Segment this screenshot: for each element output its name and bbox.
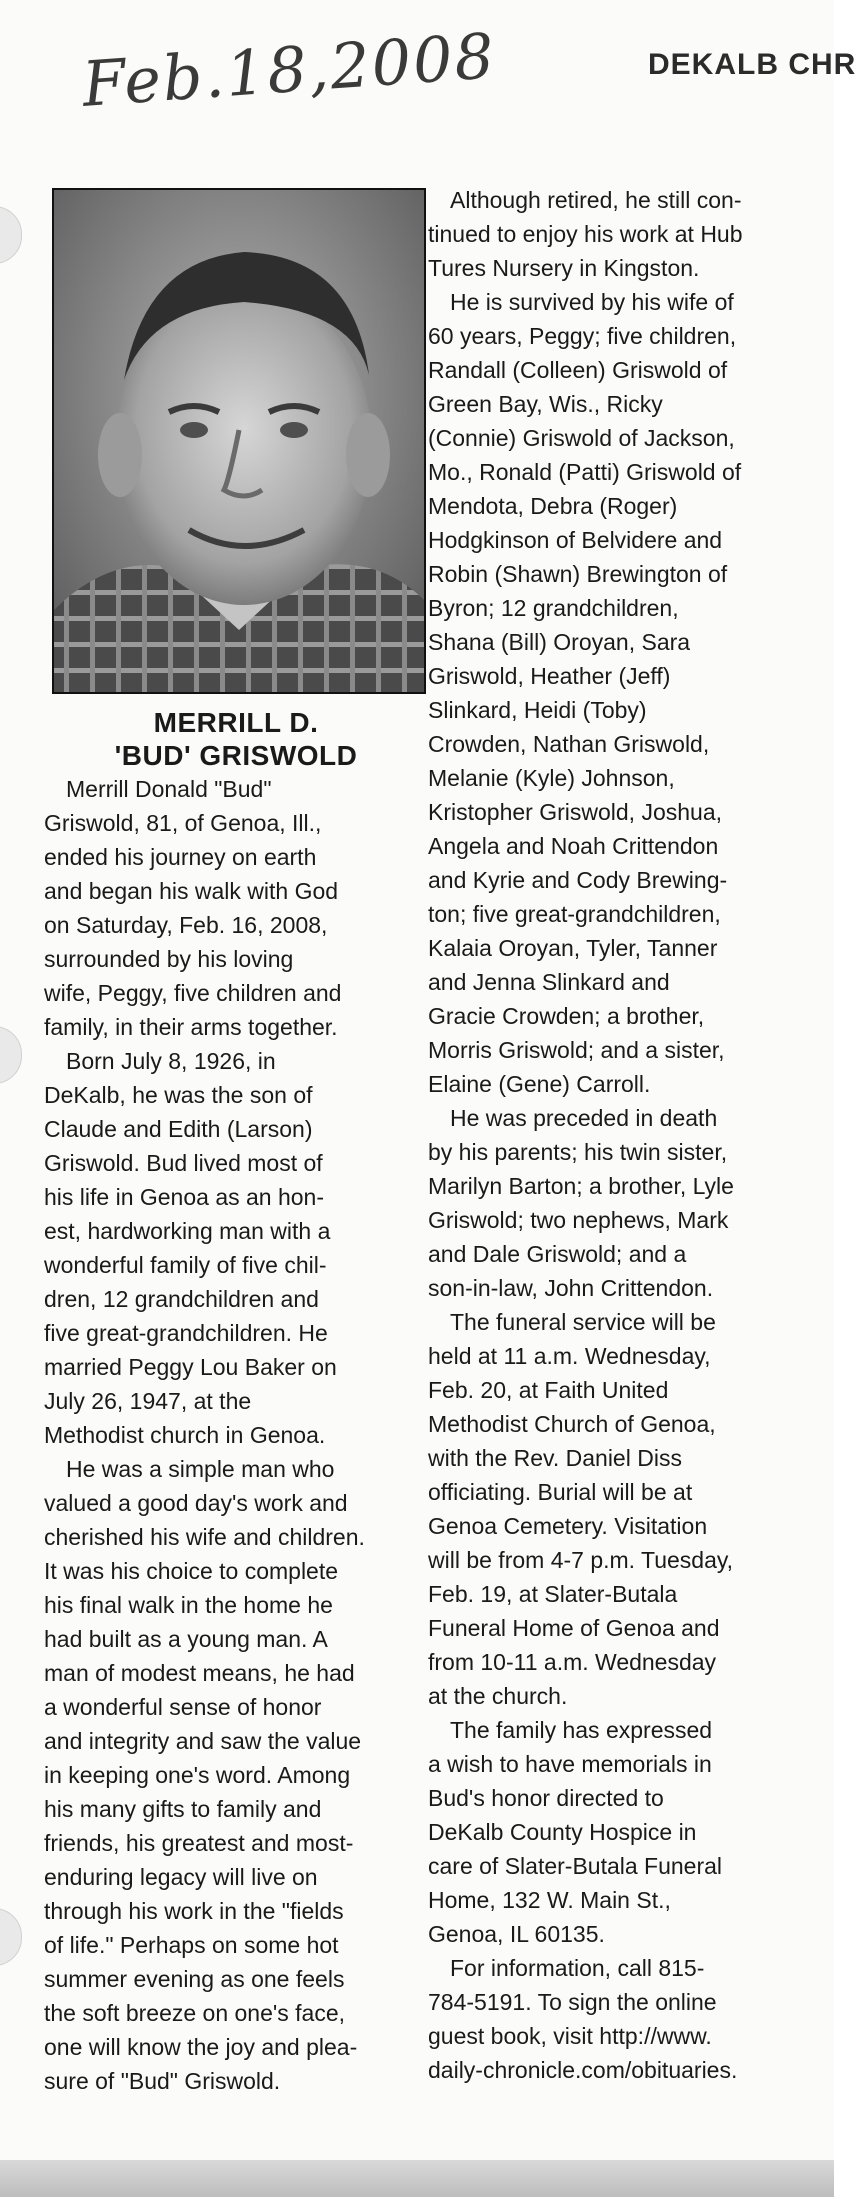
obituary-text-line: friends, his greatest and most- <box>44 1830 354 1856</box>
obituary-text-line: The funeral service will be <box>450 1309 716 1335</box>
obituary-text-line: through his work in the "fields <box>44 1898 344 1924</box>
scan-bottom-edge <box>0 2160 834 2197</box>
obituary-text-line: Methodist Church of Genoa, <box>428 1411 716 1437</box>
obituary-text-line: Griswold, 81, of Genoa, Ill., <box>44 810 322 836</box>
obituary-text-line: had built as a young man. A <box>44 1626 328 1652</box>
obituary-text-line: guest book, visit http://www. <box>428 2023 712 2049</box>
obituary-text-line: Melanie (Kyle) Johnson, <box>428 765 675 791</box>
obituary-text-line: family, in their arms together. <box>44 1014 338 1040</box>
obituary-text-line: married Peggy Lou Baker on <box>44 1354 337 1380</box>
obituary-text-line: summer evening as one feels <box>44 1966 345 1992</box>
obituary-text-line: tinued to enjoy his work at Hub <box>428 221 743 247</box>
obituary-text-line: by his parents; his twin sister, <box>428 1139 728 1165</box>
obituary-text-line: The family has expressed <box>450 1717 713 1743</box>
obituary-text-line: Byron; 12 grandchildren, <box>428 595 679 621</box>
obituary-text-line: Merrill Donald "Bud" <box>66 776 272 802</box>
obituary-text-line: It was his choice to complete <box>44 1558 339 1584</box>
obituary-text-line: ton; five great-grandchildren, <box>428 901 721 927</box>
obituary-text-line: 784-5191. To sign the online <box>428 1989 717 2015</box>
portrait-photo <box>52 188 426 694</box>
obituary-text-line: Tures Nursery in Kingston. <box>428 255 700 281</box>
name-line-2: 'BUD' GRISWOLD <box>114 740 358 771</box>
obituary-text-line: five great-grandchildren. He <box>44 1320 328 1346</box>
obituary-text-line: DeKalb County Hospice in <box>428 1819 697 1845</box>
obituary-text-line: on Saturday, Feb. 16, 2008, <box>44 912 328 938</box>
obituary-text-line: Born July 8, 1926, in <box>66 1048 276 1074</box>
obituary-text-line: He was a simple man who <box>66 1456 335 1482</box>
obituary-text-line: and Jenna Slinkard and <box>428 969 670 995</box>
obituary-text-line: man of modest means, he had <box>44 1660 355 1686</box>
obituary-text-line: Gracie Crowden; a brother, <box>428 1003 705 1029</box>
obituary-text-line: Feb. 19, at Slater-Butala <box>428 1581 678 1607</box>
obituary-text-line: with the Rev. Daniel Diss <box>428 1445 682 1471</box>
obituary-text-line: son-in-law, John Crittendon. <box>428 1275 714 1301</box>
obituary-text-line: Robin (Shawn) Brewington of <box>428 561 728 587</box>
obituary-text-line: surrounded by his loving <box>44 946 294 972</box>
obituary-text-line: Funeral Home of Genoa and <box>428 1615 720 1641</box>
deceased-name-heading <box>46 706 426 772</box>
obituary-text-line: Genoa Cemetery. Visitation <box>428 1513 708 1539</box>
obituary-text-line: Angela and Noah Crittendon <box>428 833 719 859</box>
obituary-text-line: ended his journey on earth <box>44 844 317 870</box>
obituary-text-line: Elaine (Gene) Carroll. <box>428 1071 651 1097</box>
obituary-text-line: For information, call 815- <box>450 1955 705 1981</box>
obituary-text-line: a wish to have memorials in <box>428 1751 712 1777</box>
obituary-text-line: Hodgkinson of Belvidere and <box>428 527 723 553</box>
obituary-text-line: wonderful family of five chil- <box>44 1252 327 1278</box>
obituary-text-line: Crowden, Nathan Griswold, <box>428 731 710 757</box>
obituary-text-line: and Dale Griswold; and a <box>428 1241 687 1267</box>
obituary-text-line: will be from 4-7 p.m. Tuesday, <box>428 1547 734 1573</box>
handwritten-date: Feb.18,2008 <box>80 19 499 121</box>
obituary-text-line: Griswold, Heather (Jeff) <box>428 663 671 689</box>
obituary-text-line: Genoa, IL 60135. <box>428 1921 605 1947</box>
obituary-text-line: held at 11 a.m. Wednesday, <box>428 1343 711 1369</box>
portrait-photo-icon <box>54 190 424 692</box>
obituary-text-line: at the church. <box>428 1683 568 1709</box>
obituary-text-line: the soft breeze on one's face, <box>44 2000 346 2026</box>
obituary-text-line: Mo., Ronald (Patti) Griswold of <box>428 459 742 485</box>
obituary-text-line: daily-chronicle.com/obituaries. <box>428 2057 738 2083</box>
name-line-1: MERRILL D. <box>153 707 319 738</box>
obituary-text-line: DeKalb, he was the son of <box>44 1082 313 1108</box>
obituary-text-line: Randall (Colleen) Griswold of <box>428 357 728 383</box>
obituary-text-line: He was preceded in death <box>450 1105 718 1131</box>
obituary-text-line: Bud's honor directed to <box>428 1785 664 1811</box>
obituary-text-line: officiating. Burial will be at <box>428 1479 693 1505</box>
obituary-text-line: Claude and Edith (Larson) <box>44 1116 313 1142</box>
obituary-text-line: Kalaia Oroyan, Tyler, Tanner <box>428 935 718 961</box>
obituary-text-line: from 10-11 a.m. Wednesday <box>428 1649 717 1675</box>
obituary-text-line: his final walk in the home he <box>44 1592 333 1618</box>
obituary-right-column <box>428 183 828 2087</box>
obituary-text-line: He is survived by his wife of <box>450 289 734 315</box>
obituary-text-line: Shana (Bill) Oroyan, Sara <box>428 629 691 655</box>
obituary-text-line: Feb. 20, at Faith United <box>428 1377 669 1403</box>
obituary-text-line: Marilyn Barton; a brother, Lyle <box>428 1173 734 1199</box>
obituary-text-line: and Kyrie and Cody Brewing- <box>428 867 728 893</box>
obituary-text-line: est, hardworking man with a <box>44 1218 331 1244</box>
obituary-text-line: care of Slater-Butala Funeral <box>428 1853 723 1879</box>
obituary-text-line: July 26, 1947, at the <box>44 1388 252 1414</box>
obituary-text-line: Morris Griswold; and a sister, <box>428 1037 725 1063</box>
obituary-text-line: Methodist church in Genoa. <box>44 1422 326 1448</box>
obituary-text-line: Green Bay, Wis., Ricky <box>428 391 663 417</box>
obituary-text-line: of life." Perhaps on some hot <box>44 1932 339 1958</box>
obituary-text-line: Griswold. Bud lived most of <box>44 1150 323 1176</box>
newspaper-masthead: DEKALB CHR <box>648 48 856 81</box>
obituary-text-line: Mendota, Debra (Roger) <box>428 493 678 519</box>
obituary-text-line: a wonderful sense of honor <box>44 1694 322 1720</box>
obituary-text-line: his many gifts to family and <box>44 1796 322 1822</box>
obituary-text-line: Although retired, he still con- <box>450 187 742 213</box>
obituary-text-line: Griswold; two nephews, Mark <box>428 1207 729 1233</box>
obituary-text-line: and began his walk with God <box>44 878 339 904</box>
obituary-text-line: enduring legacy will live on <box>44 1864 318 1890</box>
obituary-text-line: dren, 12 grandchildren and <box>44 1286 319 1312</box>
obituary-text-line: cherished his wife and children. <box>44 1524 365 1550</box>
obituary-text-line: Kristopher Griswold, Joshua, <box>428 799 723 825</box>
obituary-text-line: his life in Genoa as an hon- <box>44 1184 325 1210</box>
obituary-text-line: 60 years, Peggy; five children, <box>428 323 737 349</box>
obituary-text-line: wife, Peggy, five children and <box>44 980 342 1006</box>
obituary-text-line: one will know the joy and plea- <box>44 2034 358 2060</box>
obituary-left-column <box>44 772 434 2098</box>
obituary-text-line: (Connie) Griswold of Jackson, <box>428 425 735 451</box>
obituary-text-line: and integrity and saw the value <box>44 1728 362 1754</box>
obituary-text-line: valued a good day's work and <box>44 1490 348 1516</box>
obituary-text-line: Slinkard, Heidi (Toby) <box>428 697 647 723</box>
obituary-text-line: Home, 132 W. Main St., <box>428 1887 671 1913</box>
obituary-text-line: in keeping one's word. Among <box>44 1762 351 1788</box>
obituary-text-line: sure of "Bud" Griswold. <box>44 2068 281 2094</box>
